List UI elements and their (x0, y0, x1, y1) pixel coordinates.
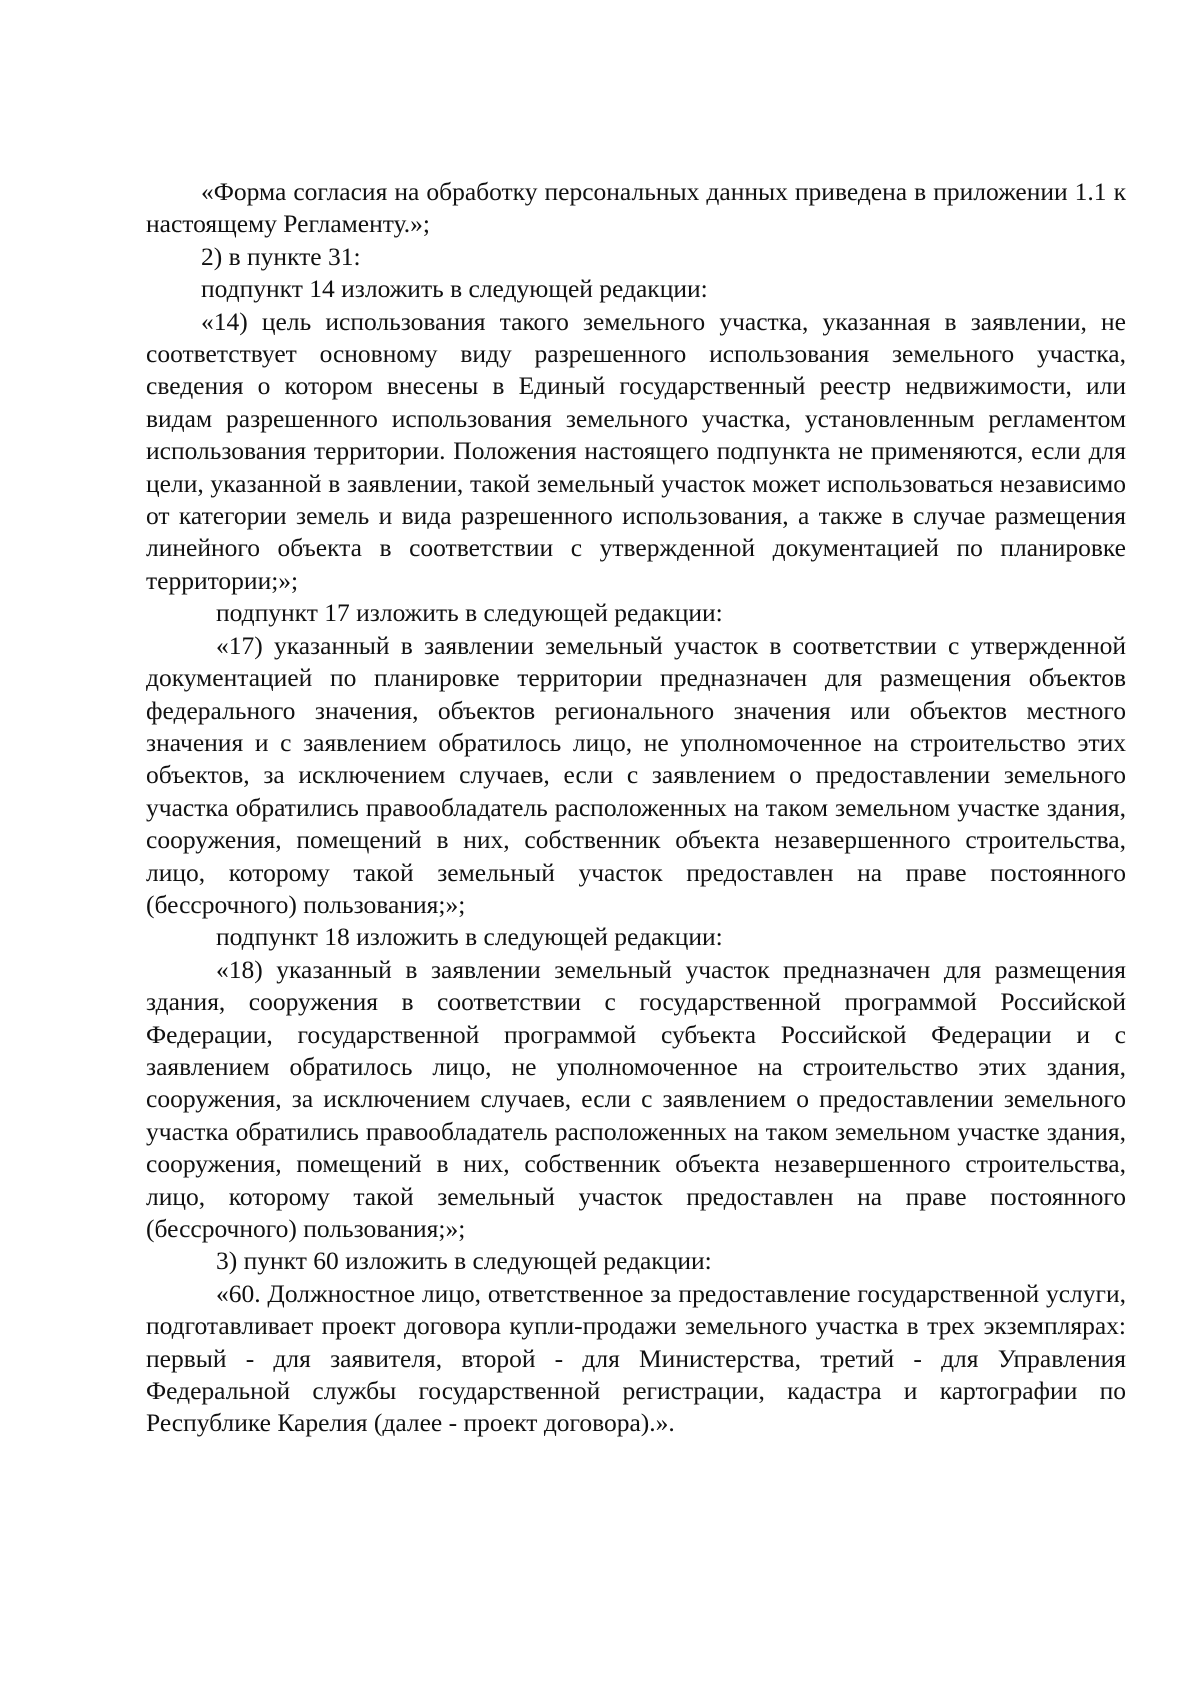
paragraph-subitem-18-text: «18) указанный в заявлении земельный участок предназначен для размещения здания, сооружения в соответствии с государственной программой Российской Федерации, государственной программой субъекта Российской Федерации и с заявлением обратилось лицо, не уполномоченное на строительство этих здания, сооружения, за исключением случаев, если с заявлением о предоставлении земельного участка обратились правообладатель расположенных на таком земельном участке здания, сооружения, помещений в них, собственник объекта незавершенного строительства, лицо, которому такой земельный участок предоставлен на праве постоянного (бессрочного) пользования;»; (146, 954, 1126, 1243)
paragraph-subitem-17-intro: подпункт 17 изложить в следующей редакции: (216, 598, 723, 628)
document-page (146, 176, 1126, 1440)
paragraph-item-2: 2) в пункте 31: (201, 241, 361, 271)
paragraph-consent-form: «Форма согласия на обработку персональных данных приведена в приложении 1.1 к настоящему Регламенту.»; (146, 177, 1126, 239)
paragraph-subitem-14-text: «14) цель использования такого земельного участка, указанная в заявлении, не соответствует основному виду разрешенного использования земельного участка, сведения о котором внесены в Единый государственный реестр недвижимости, или видам разрешенного использования земельного участка, установленным регламентом использования территории. Положения настоящего подпункта не применяются, если для цели, указанной в заявлении, такой земельный участок может использоваться независимо от категории земель и вида разрешенного использования, а также в случае размещения линейного объекта в соответствии с утвержденной документацией по планировке территории;»; (146, 306, 1126, 595)
paragraph-subitem-14-intro: подпункт 14 изложить в следующей редакции: (201, 274, 708, 304)
paragraph-subitem-18-intro: подпункт 18 изложить в следующей редакции: (216, 922, 723, 952)
paragraph-item-3: 3) пункт 60 изложить в следующей редакции: (216, 1246, 712, 1276)
paragraph-item-60-text: «60. Должностное лицо, ответственное за предоставление государственной услуги, подготавливает проект договора купли-продажи земельного участка в трех экземплярах: первый - для заявителя, второй - для Министерства, третий - для Управления Федеральной службы государственной регистрации, кадастра и картографии по Республике Карелия (далее - проект договора).». (146, 1278, 1126, 1438)
paragraph-subitem-17-text: «17) указанный в заявлении земельный участок в соответствии с утвержденной документацией по планировке территории предназначен для размещения объектов федерального значения, объектов регионального значения или объектов местного значения и с заявлением обратилось лицо, не уполномоченное на строительство этих объектов, за исключением случаев, если с заявлением о предоставлении земельного участка обратились правообладатель расположенных на таком земельном участке здания, сооружения, помещений в них, собственник объекта незавершенного строительства, лицо, которому такой земельный участок предоставлен на праве постоянного (бессрочного) пользования;»; (146, 630, 1126, 919)
